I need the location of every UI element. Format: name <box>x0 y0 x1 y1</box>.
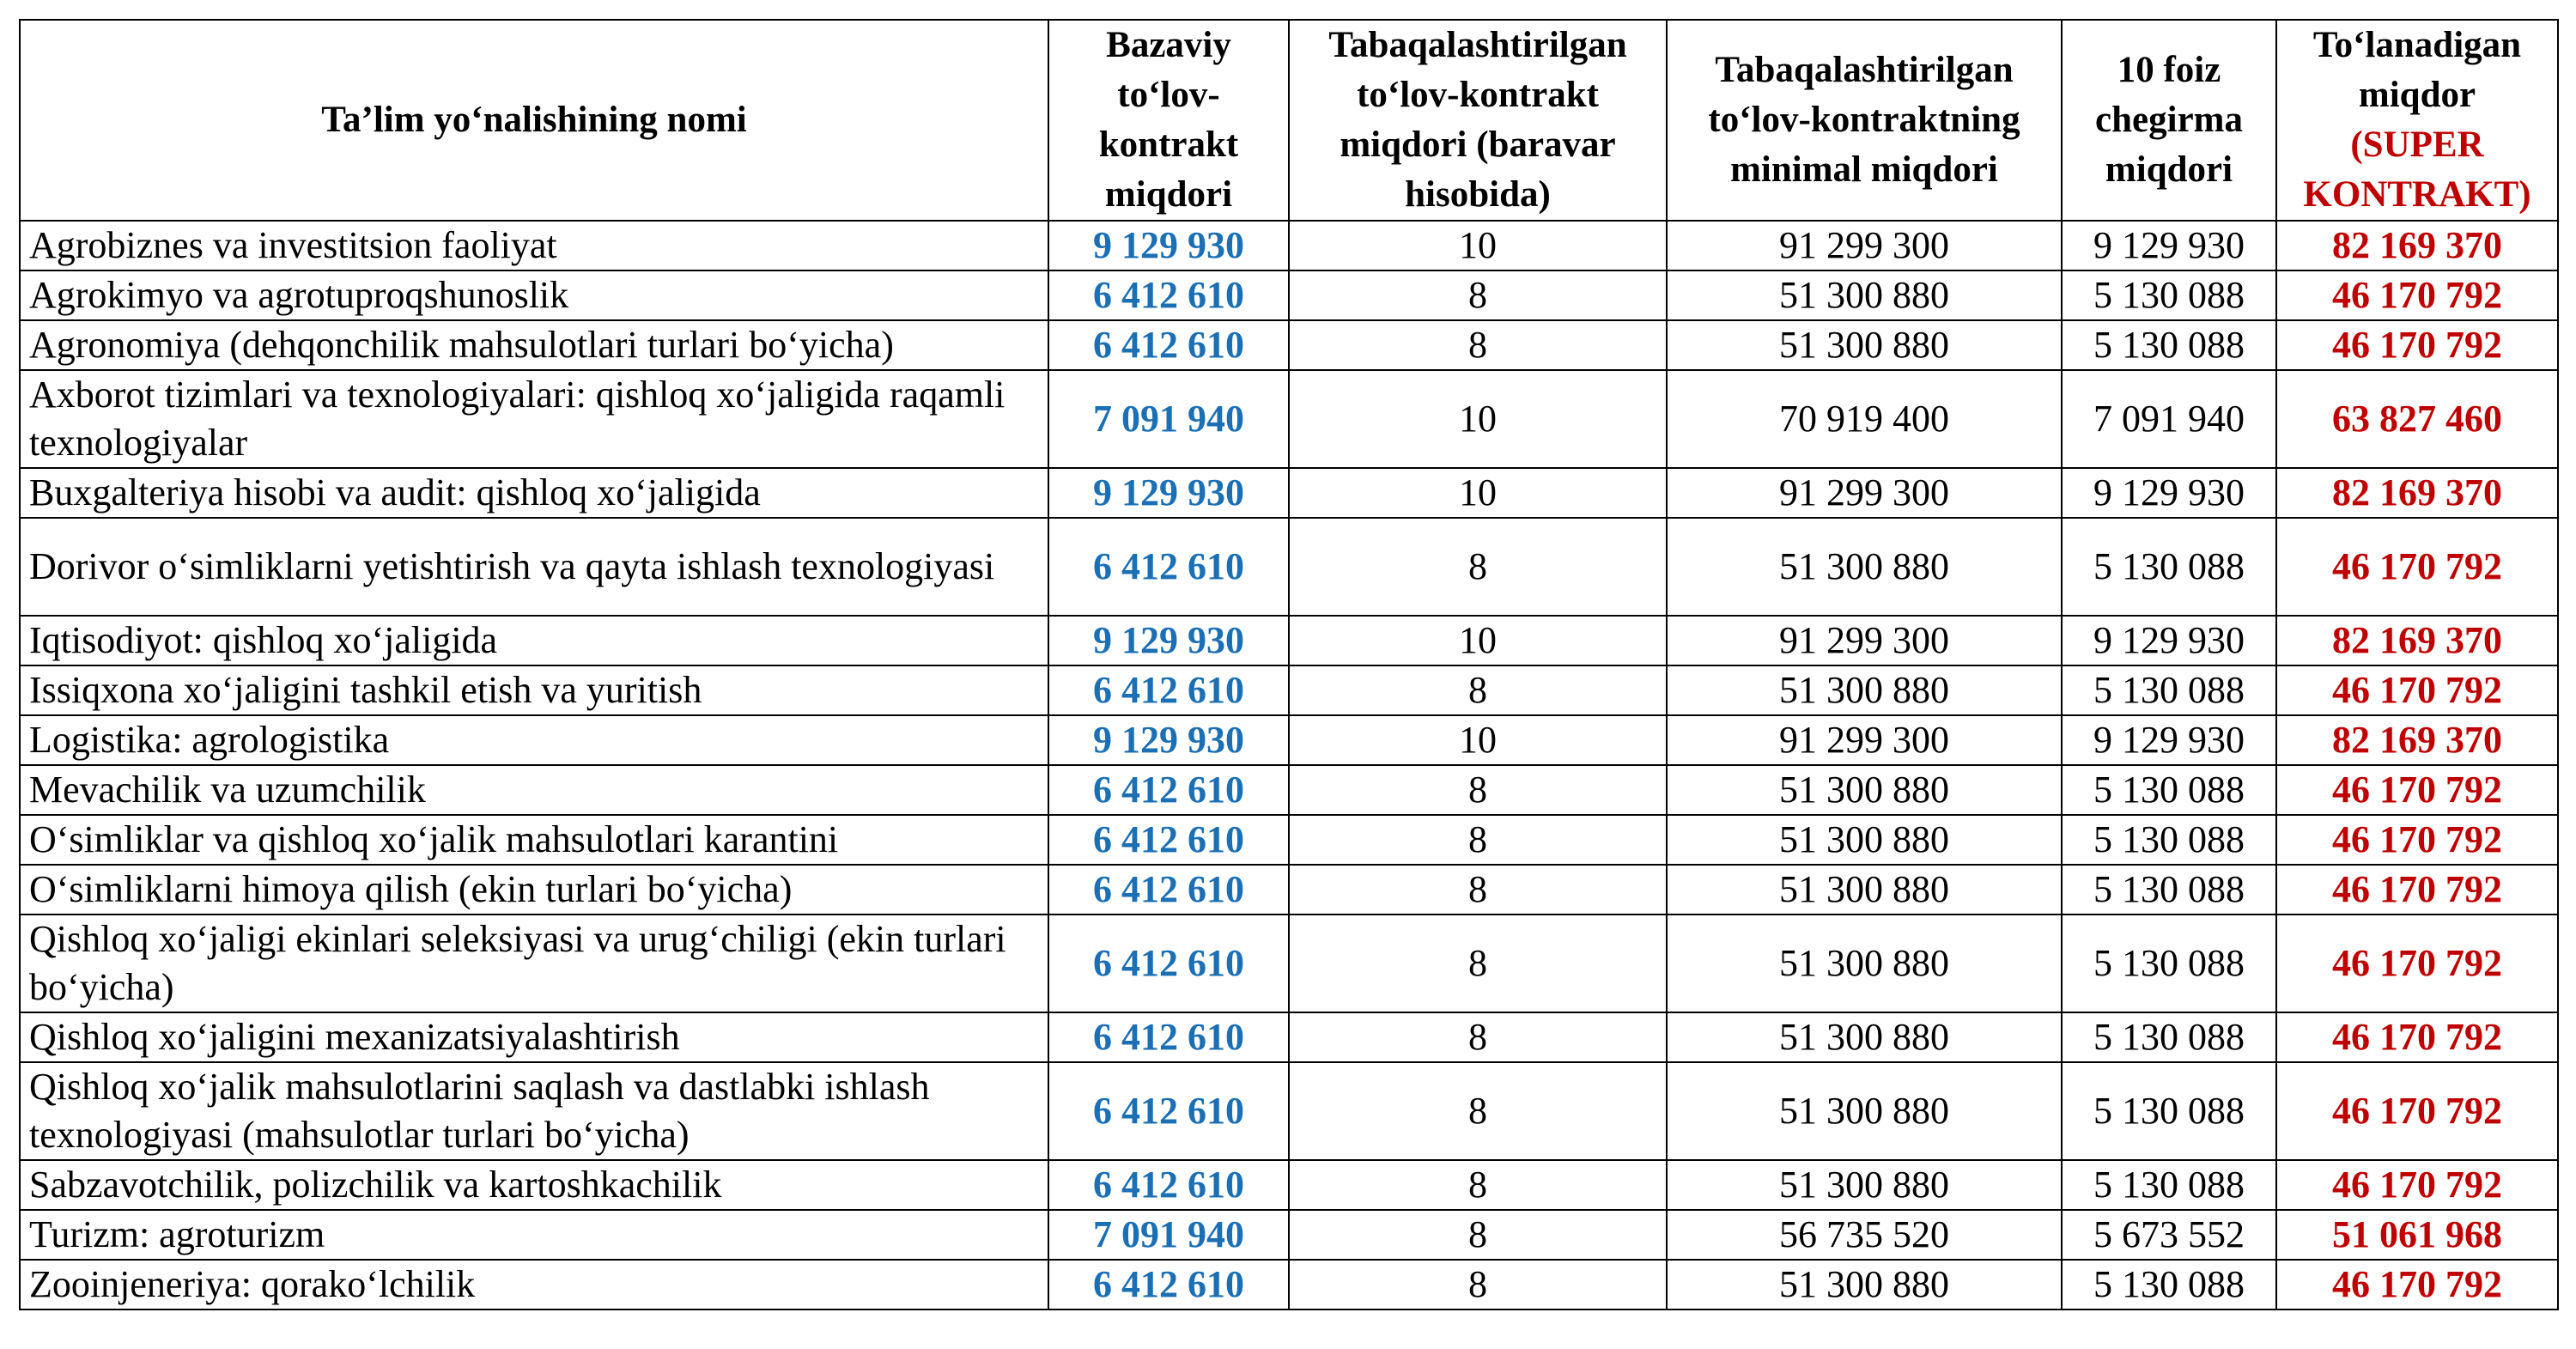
payable-amount-cell: 46 170 792 <box>2276 1160 2558 1210</box>
payable-amount-cell: 82 169 370 <box>2276 616 2558 665</box>
coefficient-cell: 8 <box>1289 1160 1667 1210</box>
table-row <box>20 1210 2558 1260</box>
payable-amount-cell: 82 169 370 <box>2276 468 2558 518</box>
payable-amount-cell: 46 170 792 <box>2276 1062 2558 1160</box>
base-fee-cell: 6 412 610 <box>1048 865 1289 915</box>
discount-cell: 9 129 930 <box>2062 616 2276 665</box>
discount-cell: 7 091 940 <box>2062 370 2276 468</box>
minimum-amount-cell: 51 300 880 <box>1667 320 2062 370</box>
payable-amount-cell: 82 169 370 <box>2276 221 2558 270</box>
base-fee-cell: 7 091 940 <box>1048 1210 1289 1260</box>
base-fee-cell: 6 412 610 <box>1048 270 1289 320</box>
discount-cell: 9 129 930 <box>2062 715 2276 765</box>
minimum-amount-cell: 51 300 880 <box>1667 518 2062 616</box>
base-fee-cell: 6 412 610 <box>1048 518 1289 616</box>
table-row <box>20 665 2558 715</box>
coefficient-cell: 10 <box>1289 221 1667 270</box>
program-name-cell: Turizm: agroturizm <box>20 1210 1048 1260</box>
base-fee-cell: 6 412 610 <box>1048 1160 1289 1210</box>
payable-amount-cell: 46 170 792 <box>2276 815 2558 865</box>
payable-amount-cell: 82 169 370 <box>2276 715 2558 765</box>
coefficient-cell: 8 <box>1289 1062 1667 1160</box>
header-discount: 10 foiz chegirma miqdori <box>2062 20 2276 221</box>
fee-table-container <box>19 19 2557 1310</box>
header-super-contract-note: (SUPER KONTRAKT) <box>2303 125 2531 215</box>
coefficient-cell: 8 <box>1289 1210 1667 1260</box>
coefficient-cell: 8 <box>1289 915 1667 1012</box>
discount-cell: 5 130 088 <box>2062 815 2276 865</box>
minimum-amount-cell: 51 300 880 <box>1667 1260 2062 1310</box>
base-fee-cell: 9 129 930 <box>1048 468 1289 518</box>
coefficient-cell: 8 <box>1289 1012 1667 1062</box>
minimum-amount-cell: 56 735 520 <box>1667 1210 2062 1260</box>
header-payable-label: To‘lanadigan miqdor <box>2312 25 2522 115</box>
payable-amount-cell: 51 061 968 <box>2276 1210 2558 1260</box>
discount-cell: 5 130 088 <box>2062 1260 2276 1310</box>
base-fee-cell: 9 129 930 <box>1048 616 1289 665</box>
minimum-amount-cell: 51 300 880 <box>1667 1062 2062 1160</box>
minimum-amount-cell: 70 919 400 <box>1667 370 2062 468</box>
program-name-cell: Dorivor o‘simliklarni yetishtirish va qayta ishlash texnologiyasi <box>20 518 1048 616</box>
discount-cell: 5 130 088 <box>2062 1160 2276 1210</box>
base-fee-cell: 6 412 610 <box>1048 665 1289 715</box>
program-name-cell: Issiqxona xo‘jaligini tashkil etish va yuritish <box>20 665 1048 715</box>
payable-amount-cell: 46 170 792 <box>2276 320 2558 370</box>
discount-cell: 5 130 088 <box>2062 270 2276 320</box>
program-name-cell: Buxgalteriya hisobi va audit: qishloq xo‘jaligida <box>20 468 1048 518</box>
coefficient-cell: 8 <box>1289 765 1667 815</box>
program-name-cell: O‘simliklarni himoya qilish (ekin turlari bo‘yicha) <box>20 865 1048 915</box>
discount-cell: 5 673 552 <box>2062 1210 2276 1260</box>
table-row <box>20 270 2558 320</box>
payable-amount-cell: 46 170 792 <box>2276 665 2558 715</box>
program-name-cell: Qishloq xo‘jalik mahsulotlarini saqlash va dastlabki ishlash texnologiyasi (mahsulotlar turlari bo‘yicha) <box>20 1062 1048 1160</box>
minimum-amount-cell: 51 300 880 <box>1667 815 2062 865</box>
minimum-amount-cell: 91 299 300 <box>1667 616 2062 665</box>
base-fee-cell: 6 412 610 <box>1048 320 1289 370</box>
header-minimum-amount: Tabaqalashtirilgan to‘lov-kontraktning minimal miqdori <box>1667 20 2062 221</box>
discount-cell: 5 130 088 <box>2062 765 2276 815</box>
payable-amount-cell: 46 170 792 <box>2276 518 2558 616</box>
program-name-cell: Agronomiya (dehqonchilik mahsulotlari turlari bo‘yicha) <box>20 320 1048 370</box>
program-name-cell: O‘simliklar va qishloq xo‘jalik mahsulotlari karantini <box>20 815 1048 865</box>
minimum-amount-cell: 91 299 300 <box>1667 715 2062 765</box>
coefficient-cell: 8 <box>1289 1260 1667 1310</box>
program-name-cell: Agrokimyo va agrotuproqshunoslik <box>20 270 1048 320</box>
discount-cell: 5 130 088 <box>2062 915 2276 1012</box>
program-name-cell: Qishloq xo‘jaligini mexanizatsiyalashtirish <box>20 1012 1048 1062</box>
table-row <box>20 616 2558 665</box>
discount-cell: 9 129 930 <box>2062 468 2276 518</box>
minimum-amount-cell: 51 300 880 <box>1667 270 2062 320</box>
discount-cell: 5 130 088 <box>2062 518 2276 616</box>
minimum-amount-cell: 51 300 880 <box>1667 865 2062 915</box>
discount-cell: 5 130 088 <box>2062 1012 2276 1062</box>
program-name-cell: Logistika: agrologistika <box>20 715 1048 765</box>
base-fee-cell: 6 412 610 <box>1048 1260 1289 1310</box>
header-row <box>20 20 2558 221</box>
program-name-cell: Axborot tizimlari va texnologiyalari: qishloq xo‘jaligida raqamli texnologiyalar <box>20 370 1048 468</box>
header-base-fee: Bazaviy to‘lov-kontrakt miqdori <box>1048 20 1289 221</box>
header-coefficient: Tabaqalashtirilgan to‘lov-kontrakt miqdori (baravar hisobida) <box>1289 20 1667 221</box>
coefficient-cell: 10 <box>1289 616 1667 665</box>
payable-amount-cell: 46 170 792 <box>2276 915 2558 1012</box>
coefficient-cell: 10 <box>1289 468 1667 518</box>
table-row <box>20 468 2558 518</box>
minimum-amount-cell: 51 300 880 <box>1667 915 2062 1012</box>
base-fee-cell: 6 412 610 <box>1048 765 1289 815</box>
table-row <box>20 320 2558 370</box>
discount-cell: 9 129 930 <box>2062 221 2276 270</box>
base-fee-cell: 9 129 930 <box>1048 221 1289 270</box>
program-name-cell: Iqtisodiyot: qishloq xo‘jaligida <box>20 616 1048 665</box>
table-row <box>20 715 2558 765</box>
base-fee-cell: 6 412 610 <box>1048 915 1289 1012</box>
coefficient-cell: 8 <box>1289 865 1667 915</box>
discount-cell: 5 130 088 <box>2062 665 2276 715</box>
coefficient-cell: 8 <box>1289 665 1667 715</box>
base-fee-cell: 9 129 930 <box>1048 715 1289 765</box>
table-row <box>20 1062 2558 1160</box>
program-name-cell: Mevachilik va uzumchilik <box>20 765 1048 815</box>
base-fee-cell: 6 412 610 <box>1048 1012 1289 1062</box>
payable-amount-cell: 46 170 792 <box>2276 1012 2558 1062</box>
minimum-amount-cell: 51 300 880 <box>1667 765 2062 815</box>
minimum-amount-cell: 51 300 880 <box>1667 1012 2062 1062</box>
discount-cell: 5 130 088 <box>2062 320 2276 370</box>
coefficient-cell: 10 <box>1289 715 1667 765</box>
table-row <box>20 765 2558 815</box>
program-name-cell: Zooinjeneriya: qorako‘lchilik <box>20 1260 1048 1310</box>
payable-amount-cell: 63 827 460 <box>2276 370 2558 468</box>
payable-amount-cell: 46 170 792 <box>2276 865 2558 915</box>
program-name-cell: Sabzavotchilik, polizchilik va kartoshkachilik <box>20 1160 1048 1210</box>
header-program-name: Ta’lim yo‘nalishining nomi <box>20 20 1048 221</box>
program-name-cell: Agrobiznes va investitsion faoliyat <box>20 221 1048 270</box>
table-row <box>20 815 2558 865</box>
table-row <box>20 1012 2558 1062</box>
discount-cell: 5 130 088 <box>2062 1062 2276 1160</box>
base-fee-cell: 6 412 610 <box>1048 815 1289 865</box>
payable-amount-cell: 46 170 792 <box>2276 270 2558 320</box>
minimum-amount-cell: 91 299 300 <box>1667 221 2062 270</box>
program-name-cell: Qishloq xo‘jaligi ekinlari seleksiyasi va urug‘chiligi (ekin turlari bo‘yicha) <box>20 915 1048 1012</box>
table-row <box>20 865 2558 915</box>
base-fee-cell: 6 412 610 <box>1048 1062 1289 1160</box>
coefficient-cell: 10 <box>1289 370 1667 468</box>
table-row <box>20 1260 2558 1310</box>
table-row <box>20 370 2558 468</box>
table-row <box>20 221 2558 270</box>
tuition-fee-table <box>19 19 2559 1310</box>
minimum-amount-cell: 51 300 880 <box>1667 665 2062 715</box>
discount-cell: 5 130 088 <box>2062 865 2276 915</box>
table-row <box>20 1160 2558 1210</box>
payable-amount-cell: 46 170 792 <box>2276 1260 2558 1310</box>
coefficient-cell: 8 <box>1289 815 1667 865</box>
coefficient-cell: 8 <box>1289 518 1667 616</box>
table-row <box>20 518 2558 616</box>
minimum-amount-cell: 91 299 300 <box>1667 468 2062 518</box>
table-row <box>20 915 2558 1012</box>
payable-amount-cell: 46 170 792 <box>2276 765 2558 815</box>
base-fee-cell: 7 091 940 <box>1048 370 1289 468</box>
coefficient-cell: 8 <box>1289 320 1667 370</box>
minimum-amount-cell: 51 300 880 <box>1667 1160 2062 1210</box>
header-payable-amount <box>2276 20 2558 221</box>
coefficient-cell: 8 <box>1289 270 1667 320</box>
